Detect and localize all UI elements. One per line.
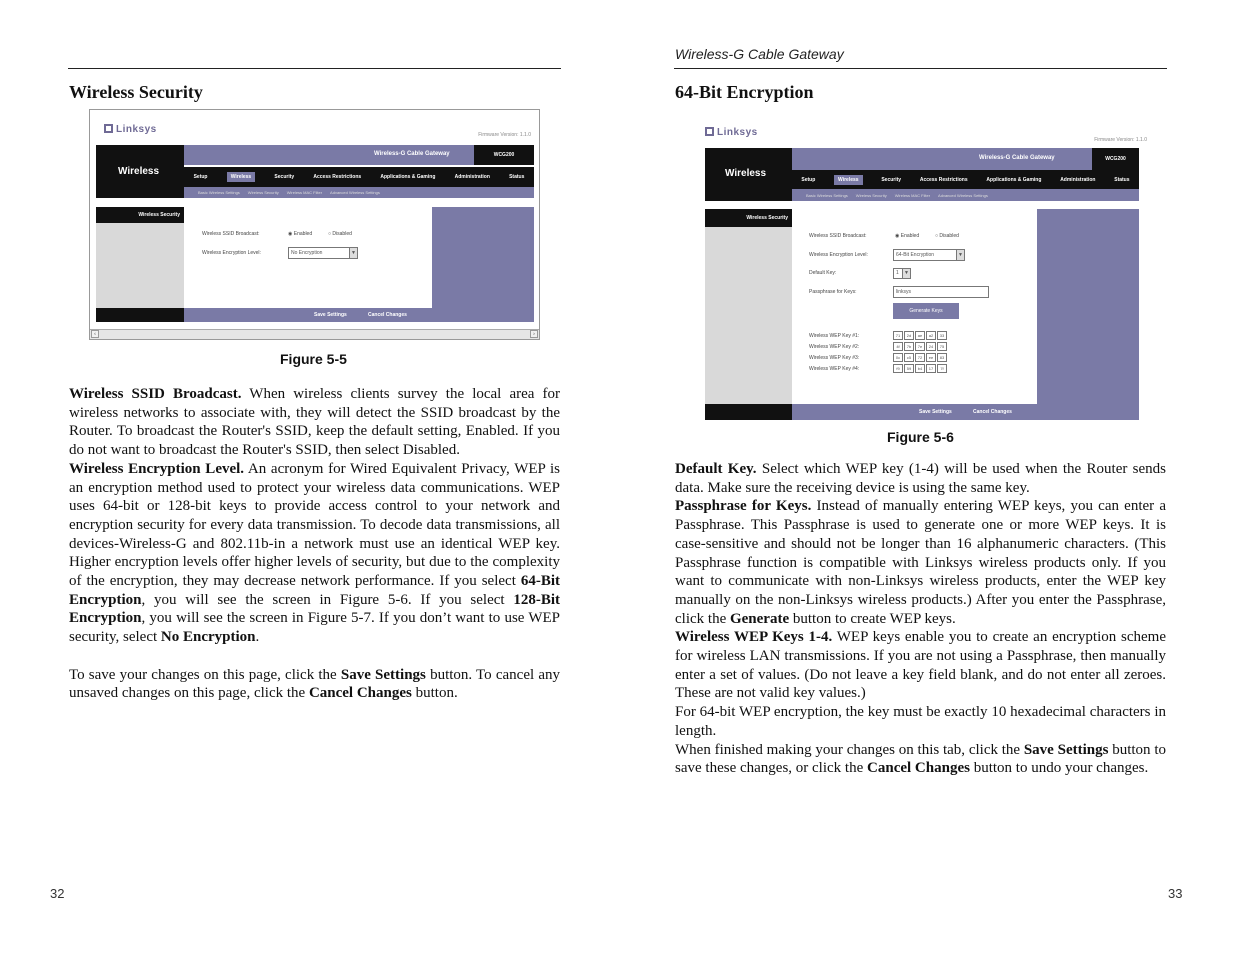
key-field[interactable]: 83 (937, 353, 947, 362)
model-number: WCG200 (474, 145, 534, 165)
section-block-wireless: Wireless (96, 145, 184, 198)
footer-bar (184, 308, 534, 322)
key-field[interactable]: b4 (915, 364, 925, 373)
default-key-label: Default Key: (809, 270, 837, 276)
linksys-logo-icon (104, 124, 113, 133)
save-settings-button[interactable]: Save Settings (314, 312, 347, 318)
main-tab-row (184, 167, 534, 187)
key-field[interactable]: a2 (926, 331, 936, 340)
ssid-disabled-radio[interactable]: ○ Disabled (935, 233, 959, 239)
passphrase-label: Passphrase for Keys: (809, 289, 857, 295)
subtab-wireless-mac-filter[interactable]: Wireless MAC Filter (286, 190, 323, 195)
generate-keys-button[interactable]: Generate Keys (893, 303, 959, 319)
passphrase-input[interactable]: linksys (893, 286, 989, 298)
wep-key-1-label: Wireless WEP Key #1: (809, 333, 860, 339)
left-page (0, 0, 617, 954)
default-key-select[interactable]: 1 ▼ (893, 268, 911, 279)
ssid-disabled-radio[interactable]: ○ Disabled (328, 231, 352, 237)
cancel-changes-button[interactable]: Cancel Changes (973, 409, 1012, 415)
wep-key-3-fields[interactable] (893, 353, 947, 362)
chevron-down-icon: ▼ (956, 250, 964, 260)
cancel-changes-button[interactable]: Cancel Changes (368, 312, 407, 318)
key-field[interactable]: 7f (937, 364, 947, 373)
tab-security[interactable]: Security (274, 174, 295, 180)
ssid-broadcast-label: Wireless SSID Broadcast: (202, 231, 260, 237)
wep-key-1-fields[interactable] (893, 331, 947, 340)
tab-applications-gaming[interactable]: Applications & Gaming (380, 174, 436, 180)
wep-key-2-label: Wireless WEP Key #2: (809, 344, 860, 350)
paragraph-64-bit-length: For 64-bit WEP encryption, the key must be exactly 10 hexadecimal characters in length. (675, 704, 1166, 739)
linksys-logo: Linksys (104, 124, 157, 135)
model-number: WCG200 (1092, 148, 1139, 170)
right-page (617, 0, 1235, 954)
tab-administration[interactable]: Administration (454, 174, 490, 180)
right-body-text (675, 460, 1166, 778)
subtab-advanced-wireless[interactable]: Advanced Wireless Settings (938, 192, 988, 198)
chevron-down-icon: ▼ (902, 269, 910, 278)
tab-setup[interactable]: Setup (193, 174, 208, 180)
page-number-left: 32 (50, 886, 65, 901)
encryption-level-label: Wireless Encryption Level: (202, 250, 261, 256)
wep-key-3-label: Wireless WEP Key #3: (809, 355, 860, 361)
main-tab-row (792, 170, 1139, 189)
sub-tab-row (792, 189, 1139, 201)
product-name: Wireless-G Cable Gateway (374, 151, 450, 157)
section-title-wireless-security: Wireless Security (69, 82, 203, 102)
key-field[interactable]: 75 (937, 342, 947, 351)
paragraph-default-key: Default Key. Select which WEP key (1-4) will be used when the Router sends data. Make sure the receiving device is using the same key. (675, 461, 1166, 496)
key-field[interactable]: 7b (904, 342, 914, 351)
wep-key-4-fields[interactable] (893, 364, 947, 373)
paragraph-passphrase: Passphrase for Keys. Instead of manually entering WEP keys, you can enter a Passphrase. This Passphrase is used to generate one or more WEP keys. It is case-sensitive and should not be longer than 16 alphanumeric characters. (This Passphrase function is compatible with Linksys wireless products only. If you want to communicate with non-Linksys wireless products, enter the WEP key manually on the non-Linksys wireless products.) After you enter the Passphrase, click the Generate button to create WEP keys. (675, 498, 1166, 627)
key-field[interactable]: ae (915, 331, 925, 340)
paragraph-save-cancel: To save your changes on this page, click the Save Settings button. To cancel any unsaved changes on this page, click the Cancel Changes button. (69, 666, 560, 702)
key-field[interactable]: 59 (904, 364, 914, 373)
left-body-text (69, 385, 560, 703)
firmware-version: Firmware Version: 1.1.0 (478, 132, 531, 138)
encryption-level-label: Wireless Encryption Level: (809, 252, 868, 258)
encryption-level-select[interactable]: No Encryption ▼ (288, 247, 358, 259)
wep-key-2-fields[interactable] (893, 342, 947, 351)
key-field[interactable]: 17 (926, 364, 936, 373)
header-rule-left (68, 68, 561, 69)
key-field[interactable]: 72 (915, 353, 925, 362)
key-field[interactable]: 71 (893, 331, 903, 340)
tab-security[interactable]: Security (881, 176, 902, 183)
linksys-logo: Linksys (705, 127, 758, 138)
key-field[interactable]: 4f (893, 342, 903, 351)
paragraph-wep-keys: Wireless WEP Keys 1-4. WEP keys enable you to create an encryption scheme for wireless LAN transmissions. If you are not using a Passphrase, then manually enter a set of values. (Do not leave a key field blank, and do not enter all zeroes. These are not valid key values.) (675, 629, 1166, 702)
chevron-down-icon: ▼ (349, 248, 357, 258)
tab-access-restrictions[interactable]: Access Restrictions (919, 176, 968, 183)
key-field[interactable]: 24 (926, 342, 936, 351)
key-field[interactable]: 2d (904, 331, 914, 340)
paragraph-save-cancel: When finished making your changes on this tab, click the Save Settings button to save these changes, or click the Cancel Changes button to undo your changes. (675, 741, 1166, 777)
section-title-64-bit: 64-Bit Encryption (675, 82, 814, 102)
figure-5-5-screenshot (89, 109, 540, 340)
tab-wireless[interactable]: Wireless (834, 175, 863, 185)
key-field[interactable]: 7e (915, 342, 925, 351)
side-label-wireless-security: Wireless Security (96, 207, 184, 223)
sub-tab-row (184, 187, 534, 198)
horizontal-scrollbar[interactable] (90, 329, 540, 339)
key-field[interactable]: 33 (937, 331, 947, 340)
subtab-wireless-security[interactable]: Wireless Security (247, 190, 279, 195)
firmware-version: Firmware Version: 1.1.0 (1094, 137, 1147, 143)
footer-black (96, 308, 184, 322)
paragraph-encryption-level: Wireless Encryption Level. An acronym for Wired Equivalent Privacy, WEP is an encryption method used to protect your wireless data communications. WEP uses 64-bit or 128-bit keys to provide access control to your network and encryption security for every data transmission. To decode data transmissions, all devices-Wireless-G and 802.11b-in a network must use an identical WEP key. Higher encryption levels offer higher levels of security, but due to the complexity of the encryption, they may decrease network performance. If you select 64-Bit Encryption, you will see the screen in Figure 5-6. If you select 128-Bit Encryption, you will see the screen in Figure 5-7. If you don’t want to use WEP security, select No Encryption. (69, 460, 560, 646)
tab-applications-gaming[interactable]: Applications & Gaming (986, 176, 1042, 183)
paragraph-ssid-broadcast: Wireless SSID Broadcast. When wireless clients survey the local area for wireless networks to associate with, they will detect the SSID broadcast by the Router. To broadcast the Router's SSID, keep the default setting, Enabled. If you do not want to broadcast the Router's SSID, then select Disabled. (69, 386, 560, 459)
scroll-right-icon[interactable]: › (530, 330, 538, 338)
encryption-level-select[interactable]: 64-Bit Encryption ▼ (893, 249, 965, 261)
tab-setup[interactable]: Setup (801, 176, 816, 183)
side-panel (705, 227, 792, 404)
linksys-logo-icon (705, 127, 714, 136)
figure-caption: Figure 5-5 (280, 351, 347, 367)
header-rule-right (674, 68, 1167, 69)
figure-5-6-screenshot (697, 121, 1155, 421)
subtab-advanced-wireless[interactable]: Advanced Wireless Settings (330, 190, 380, 195)
tab-status[interactable]: Status (509, 174, 525, 180)
key-field[interactable]: f9 (893, 364, 903, 373)
page-number-right: 33 (1168, 886, 1183, 901)
product-name: Wireless-G Cable Gateway (979, 155, 1055, 161)
subtab-basic-wireless[interactable]: Basic Wireless Settings (198, 190, 240, 195)
tab-access-restrictions[interactable]: Access Restrictions (313, 174, 362, 180)
side-label-wireless-security: Wireless Security (705, 209, 792, 227)
ssid-broadcast-label: Wireless SSID Broadcast: (809, 233, 867, 239)
scroll-left-icon[interactable]: ‹ (91, 330, 99, 338)
subtab-wireless-mac-filter[interactable]: Wireless MAC Filter (894, 192, 931, 198)
footer-bar (792, 404, 1139, 420)
ssid-enabled-radio[interactable]: ◉ Enabled (288, 231, 313, 237)
ssid-enabled-radio[interactable]: ◉ Enabled (895, 233, 920, 239)
right-panel (432, 207, 534, 322)
key-field[interactable]: c5 (904, 353, 914, 362)
tab-wireless[interactable]: Wireless (227, 172, 256, 182)
subtab-basic-wireless[interactable]: Basic Wireless Settings (806, 192, 848, 198)
right-panel (1037, 209, 1139, 404)
key-field[interactable]: ee (926, 353, 936, 362)
save-settings-button[interactable]: Save Settings (919, 409, 952, 415)
subtab-wireless-security[interactable]: Wireless Security (855, 192, 887, 198)
tab-administration[interactable]: Administration (1060, 176, 1096, 183)
figure-caption: Figure 5-6 (887, 429, 954, 445)
running-head: Wireless-G Cable Gateway (675, 46, 844, 62)
footer-black (705, 404, 792, 420)
tab-status[interactable]: Status (1114, 176, 1130, 183)
wep-key-4-label: Wireless WEP Key #4: (809, 366, 860, 372)
section-block-wireless: Wireless (705, 148, 792, 201)
key-field[interactable]: 0c (893, 353, 903, 362)
